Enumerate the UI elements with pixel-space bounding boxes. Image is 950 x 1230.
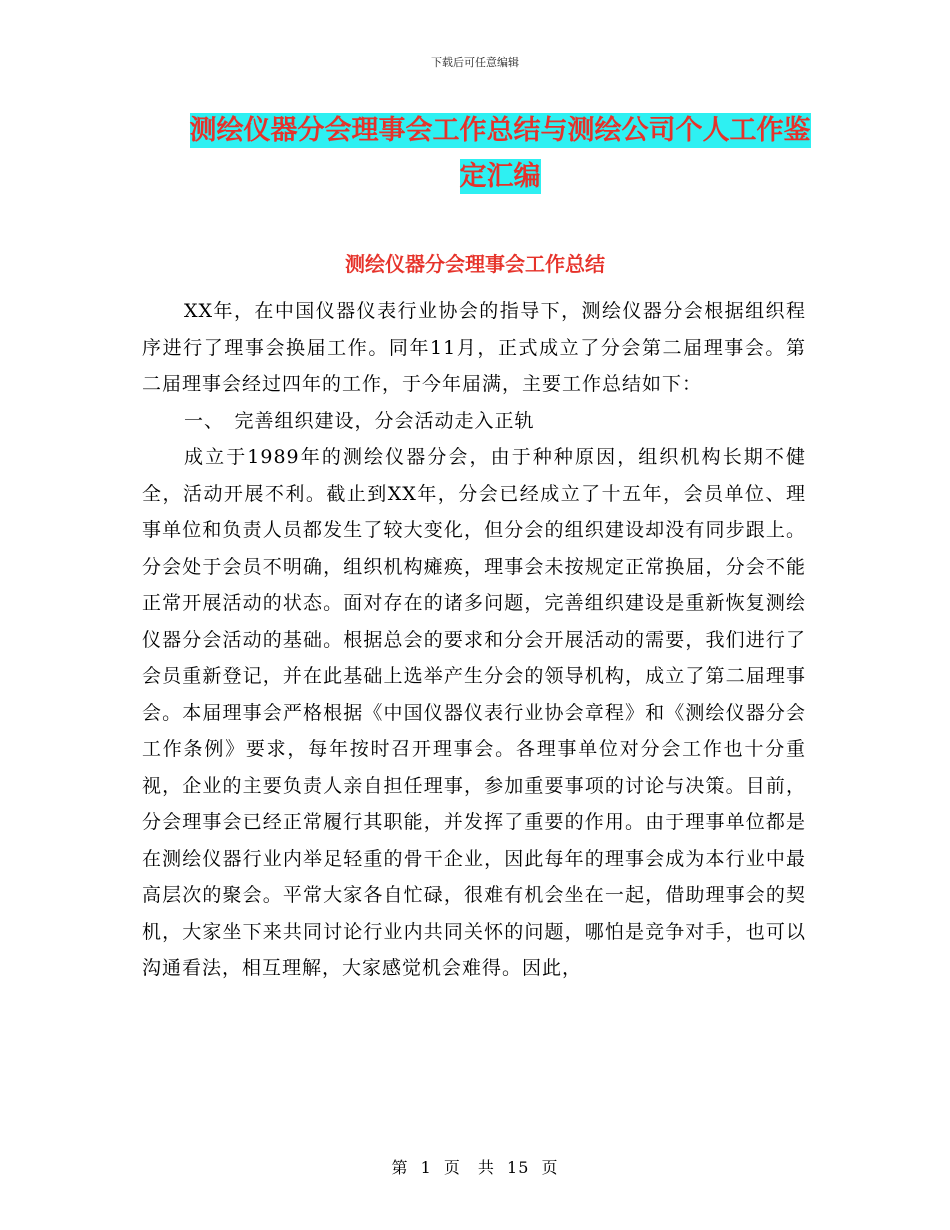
footer-suffix: 页	[541, 1158, 559, 1177]
footer-prefix: 第	[391, 1158, 409, 1177]
paragraph-intro: XX年，在中国仪器仪表行业协会的指导下，测绘仪器分会根据组织程序进行了理事会换届工作。同年11月，正式成立了分会第二届理事会。第二届理事会经过四年的工作，于今年届满，主要工作总结如下：	[142, 300, 806, 395]
document-title-line-2: 定汇编	[459, 161, 541, 192]
paragraph-organization: 成立于1989年的测绘仪器分会，由于种种原因，组织机构长期不健全，活动开展不利。截止到XX年，分会已经成立了十五年，会员单位、理事单位和负责人员都发生了较大变化，但分会的组织建设却没有同步跟上。分会处于会员不明确，组织机构瘫痪，理事会未按规定正常换届，分会不能正常开展活动的状态。面对存在的诸多问题，完善组织建设是重新恢复测绘仪器分会活动的基础。根据总会的要求和分会开展活动的需要，我们进行了会员重新登记，并在此基础上选举产生分会的领导机构，成立了第二届理事会。本届理事会严格根据《中国仪器仪表行业协会章程》和《测绘仪器分会工作条例》要求，每年按时召开理事会。各理事单位对分会工作也十分重视，企业的主要负责人亲自担任理事，参加重要事项的讨论与决策。目前，分会理事会已经正常履行其职能，并发挥了重要的作用。由于理事单位都是在测绘仪器行业内举足轻重的骨干企业，因此每年的理事会成为本行业中最高层次的聚会。平常大家各自忙碌，很难有机会坐在一起，借助理事会的契机，大家坐下来共同讨论行业内共同关怀的问题，哪怕是竞争对手，也可以沟通看法，相互理解，大家感觉机会难得。因此，	[142, 446, 806, 979]
footer-total-pages: 15	[507, 1158, 530, 1177]
section-title: 测绘仪器分会理事会工作总结	[345, 252, 605, 276]
footer-middle: 页 共	[443, 1158, 495, 1177]
footer-page-number: 1	[420, 1158, 432, 1177]
subsection-heading: 一、 完善组织建设，分会活动走入正轨	[184, 409, 535, 432]
document-body	[142, 293, 806, 987]
header-note: 下载后可任意编辑	[431, 56, 519, 69]
page-footer	[0, 1155, 950, 1178]
document-title	[150, 108, 850, 200]
document-title-line-1: 测绘仪器分会理事会工作总结与测绘公司个人工作鉴	[189, 115, 811, 146]
